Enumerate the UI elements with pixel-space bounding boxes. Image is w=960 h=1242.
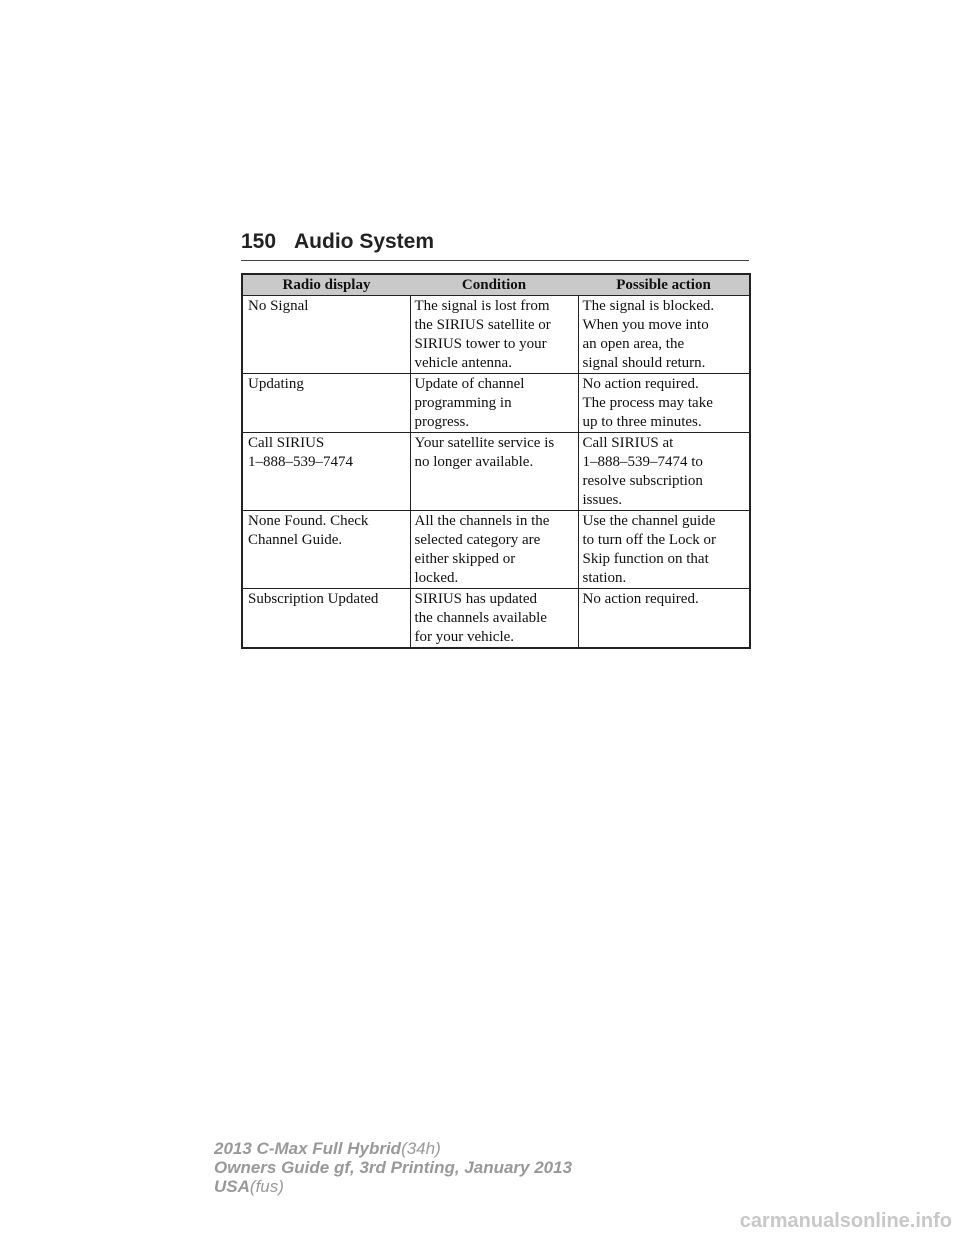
- cell-radio-display: Updating: [242, 374, 410, 433]
- table-row: [242, 433, 750, 511]
- footer-region: USA: [214, 1177, 250, 1196]
- table-row: [242, 511, 750, 589]
- footer-line-1: [214, 1139, 572, 1158]
- cell-condition: Update of channel programming in progress.: [410, 374, 578, 433]
- cell-radio-display: No Signal: [242, 296, 410, 374]
- footer-line-2: Owners Guide gf, 3rd Printing, January 2013: [214, 1158, 573, 1177]
- cell-radio-display: Subscription Updated: [242, 589, 410, 649]
- page-header: [241, 228, 749, 261]
- cell-condition: SIRIUS has updated the channels available for your vehicle.: [410, 589, 578, 649]
- cell-possible-action: No action required. The process may take up to three minutes.: [578, 374, 750, 433]
- table-header-row: [242, 274, 750, 296]
- cell-radio-display: Call SIRIUS 1–888–539–7474: [242, 433, 410, 511]
- cell-possible-action: No action required.: [578, 589, 750, 649]
- footer-region-code: (fus): [249, 1177, 284, 1196]
- footer-line-3: [214, 1177, 572, 1196]
- column-header-possible-action: Possible action: [578, 274, 750, 296]
- cell-condition: All the channels in the selected category are either skipped or locked.: [410, 511, 578, 589]
- column-header-radio-display: Radio display: [242, 274, 410, 296]
- cell-possible-action: The signal is blocked. When you move into an open area, the signal should return.: [578, 296, 750, 374]
- cell-condition: Your satellite service is no longer available.: [410, 433, 578, 511]
- document-footer: [214, 1139, 572, 1196]
- table-row: [242, 589, 750, 649]
- radio-messages-table: [241, 273, 751, 649]
- table-row: [242, 374, 750, 433]
- watermark-text: carmanualsonline.info: [739, 1210, 952, 1232]
- footer-model: 2013 C-Max Full Hybrid: [214, 1139, 402, 1158]
- column-header-condition: Condition: [410, 274, 578, 296]
- table-row: [242, 296, 750, 374]
- footer-model-code: (34h): [401, 1139, 441, 1158]
- cell-radio-display: None Found. Check Channel Guide.: [242, 511, 410, 589]
- page-number: 150: [241, 230, 277, 253]
- cell-possible-action: Use the channel guide to turn off the Lock or Skip function on that station.: [578, 511, 750, 589]
- cell-condition: The signal is lost from the SIRIUS satellite or SIRIUS tower to your vehicle antenna.: [410, 296, 578, 374]
- section-title: Audio System: [294, 230, 435, 253]
- cell-possible-action: Call SIRIUS at 1–888–539–7474 to resolve subscription issues.: [578, 433, 750, 511]
